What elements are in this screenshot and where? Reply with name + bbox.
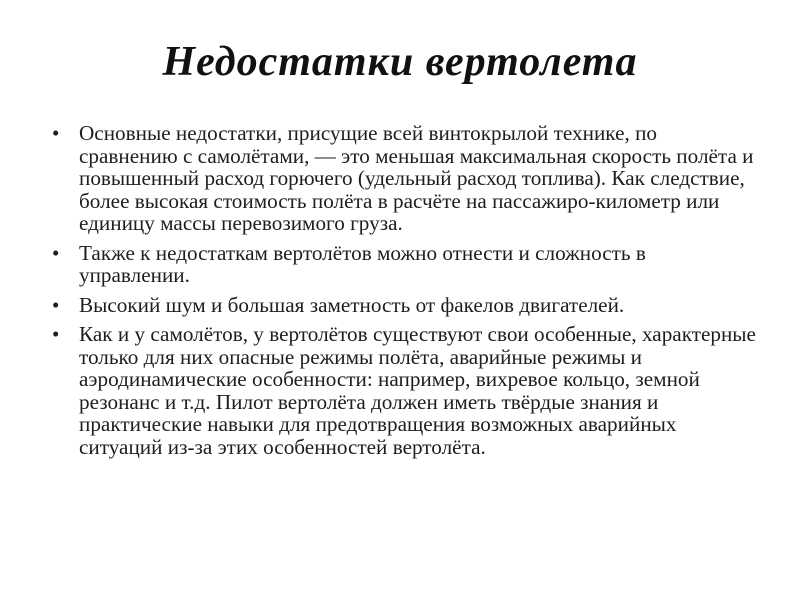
bullet-item-3 [52, 294, 757, 317]
bullet-marker: • [52, 240, 60, 265]
bullet-item-1 [52, 122, 757, 235]
bullet-item-2 [52, 242, 757, 287]
bullet-text: Как и у самолётов, у вертолётов существуют свои особенные, характерные только для них опасные режимы полёта, аварийные режимы и аэродинамические особенности: например, вихревое кольцо, земной резонанс и т.д. Пилот вертолёта должен иметь твёрдые знания и практические навыки для предотвращения возможных аварийных ситуаций из-за этих особенностей вертолёта. [79, 322, 756, 459]
bullet-marker: • [52, 322, 60, 346]
bullet-marker: • [52, 121, 60, 145]
slide-title: Недостатки вертолета [162, 39, 638, 85]
bullet-text: Также к недостаткам вертолётов можно отнести и сложность в управлении. [79, 240, 646, 287]
bullet-list [52, 122, 757, 465]
bullet-item-4 [52, 323, 757, 458]
bullet-text: Высокий шум и большая заметность от факелов двигателей. [79, 292, 625, 317]
bullet-marker: • [52, 292, 60, 317]
bullet-text: Основные недостатки, присущие всей винтокрылой технике, по сравнению с самолётами, — это меньшая максимальная скорость полёта и повышенный расход горючего (удельный расход топлива). Как следствие, более высокая стоимость полёта в расчёте на пассажиро-километр или единицу массы перевозимого груза. [79, 121, 754, 235]
